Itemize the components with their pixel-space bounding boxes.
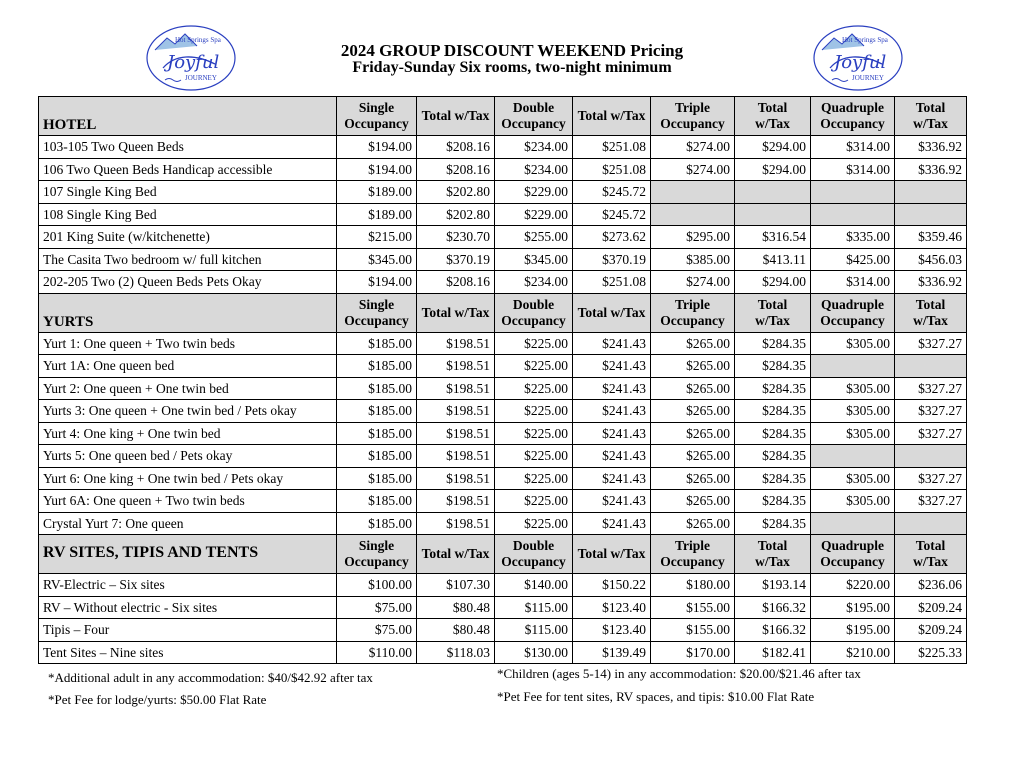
price-cell: $456.03 — [895, 248, 967, 271]
price-cell: $198.51 — [417, 332, 495, 355]
price-cell: $265.00 — [651, 490, 735, 513]
price-cell-unavailable — [651, 181, 735, 204]
price-cell: $185.00 — [337, 467, 417, 490]
price-cell: $123.40 — [573, 619, 651, 642]
price-cell: $118.03 — [417, 641, 495, 664]
column-header: Total w/Tax — [895, 293, 967, 332]
column-header: Double Occupancy — [495, 97, 573, 136]
price-cell-unavailable — [895, 512, 967, 535]
price-cell: $305.00 — [811, 400, 895, 423]
price-cell: $208.16 — [417, 136, 495, 159]
price-cell-unavailable — [811, 512, 895, 535]
price-cell: $284.35 — [735, 400, 811, 423]
price-cell: $265.00 — [651, 512, 735, 535]
column-header: Total w/Tax — [417, 97, 495, 136]
price-cell: $185.00 — [337, 512, 417, 535]
section-title: YURTS — [39, 293, 337, 332]
price-cell: $80.48 — [417, 619, 495, 642]
price-cell: $284.35 — [735, 377, 811, 400]
table-row — [39, 512, 967, 535]
price-cell: $150.22 — [573, 574, 651, 597]
column-header: Total w/Tax — [735, 97, 811, 136]
price-cell: $230.70 — [417, 226, 495, 249]
section-title: RV SITES, TIPIS AND TENTS — [39, 535, 337, 574]
price-cell: $241.43 — [573, 467, 651, 490]
price-cell: $123.40 — [573, 596, 651, 619]
column-header: Triple Occupancy — [651, 293, 735, 332]
price-cell: $185.00 — [337, 332, 417, 355]
price-cell-unavailable — [895, 203, 967, 226]
price-cell: $251.08 — [573, 136, 651, 159]
price-cell: $202.80 — [417, 203, 495, 226]
accommodation-name: Yurt 6A: One queen + Two twin beds — [39, 490, 337, 513]
accommodation-name: 106 Two Queen Beds Handicap accessible — [39, 158, 337, 181]
price-cell-unavailable — [811, 203, 895, 226]
accommodation-name: Tipis – Four — [39, 619, 337, 642]
column-header: Total w/Tax — [573, 293, 651, 332]
price-cell: $236.06 — [895, 574, 967, 597]
table-row — [39, 445, 967, 468]
price-cell: $75.00 — [337, 619, 417, 642]
price-cell: $265.00 — [651, 377, 735, 400]
price-cell: $194.00 — [337, 271, 417, 294]
section-header-row — [39, 97, 967, 136]
logo-bottom-text: JOURNEY — [185, 74, 217, 82]
column-header: Total w/Tax — [573, 97, 651, 136]
price-cell: $115.00 — [495, 596, 573, 619]
price-cell: $327.27 — [895, 467, 967, 490]
price-cell: $225.00 — [495, 422, 573, 445]
price-cell-unavailable — [735, 181, 811, 204]
price-cell: $359.46 — [895, 226, 967, 249]
price-cell: $314.00 — [811, 136, 895, 159]
price-cell: $225.33 — [895, 641, 967, 664]
price-cell: $274.00 — [651, 136, 735, 159]
table-row — [39, 332, 967, 355]
price-cell: $195.00 — [811, 596, 895, 619]
table-row — [39, 355, 967, 378]
price-cell: $185.00 — [337, 400, 417, 423]
column-header: Total w/Tax — [895, 535, 967, 574]
price-cell: $284.35 — [735, 467, 811, 490]
price-cell: $413.11 — [735, 248, 811, 271]
price-cell: $265.00 — [651, 400, 735, 423]
accommodation-name: 202-205 Two (2) Queen Beds Pets Okay — [39, 271, 337, 294]
price-cell: $305.00 — [811, 422, 895, 445]
price-cell: $229.00 — [495, 181, 573, 204]
price-cell: $185.00 — [337, 377, 417, 400]
price-cell: $180.00 — [651, 574, 735, 597]
note-children: *Children (ages 5-14) in any accommodation: $20.00/$21.46 after tax — [497, 666, 861, 681]
table-row — [39, 226, 967, 249]
price-cell: $189.00 — [337, 203, 417, 226]
column-header: Triple Occupancy — [651, 97, 735, 136]
price-cell: $274.00 — [651, 271, 735, 294]
accommodation-name: Tent Sites – Nine sites — [39, 641, 337, 664]
price-cell: $284.35 — [735, 355, 811, 378]
price-cell: $327.27 — [895, 400, 967, 423]
accommodation-name: 201 King Suite (w/kitchenette) — [39, 226, 337, 249]
price-cell: $314.00 — [811, 158, 895, 181]
price-cell: $241.43 — [573, 512, 651, 535]
price-cell: $185.00 — [337, 490, 417, 513]
price-cell: $166.32 — [735, 596, 811, 619]
price-cell: $225.00 — [495, 332, 573, 355]
price-cell: $225.00 — [495, 377, 573, 400]
price-cell: $208.16 — [417, 158, 495, 181]
table-row — [39, 422, 967, 445]
price-cell: $170.00 — [651, 641, 735, 664]
column-header: Total w/Tax — [735, 293, 811, 332]
price-cell: $185.00 — [337, 445, 417, 468]
table-row — [39, 641, 967, 664]
table-row — [39, 574, 967, 597]
price-cell: $198.51 — [417, 355, 495, 378]
table-row — [39, 181, 967, 204]
price-cell: $251.08 — [573, 271, 651, 294]
table-row — [39, 248, 967, 271]
price-cell: $225.00 — [495, 512, 573, 535]
column-header: Triple Occupancy — [651, 535, 735, 574]
price-cell: $225.00 — [495, 467, 573, 490]
price-cell: $130.00 — [495, 641, 573, 664]
price-cell: $265.00 — [651, 422, 735, 445]
price-cell: $182.41 — [735, 641, 811, 664]
accommodation-name: The Casita Two bedroom w/ full kitchen — [39, 248, 337, 271]
logo-top-text: Hot Springs Spa — [175, 36, 221, 44]
accommodation-name: RV – Without electric - Six sites — [39, 596, 337, 619]
price-cell: $234.00 — [495, 271, 573, 294]
price-cell: $209.24 — [895, 619, 967, 642]
price-cell: $115.00 — [495, 619, 573, 642]
price-cell: $327.27 — [895, 377, 967, 400]
price-cell: $100.00 — [337, 574, 417, 597]
column-header: Double Occupancy — [495, 293, 573, 332]
column-header: Total w/Tax — [573, 535, 651, 574]
column-header: Single Occupancy — [337, 97, 417, 136]
price-cell: $194.00 — [337, 136, 417, 159]
price-cell: $80.48 — [417, 596, 495, 619]
price-cell: $295.00 — [651, 226, 735, 249]
price-cell: $336.92 — [895, 136, 967, 159]
note-pet-fee-tents: *Pet Fee for tent sites, RV spaces, and tipis: $10.00 Flat Rate — [497, 689, 815, 704]
title-line-2: Friday-Sunday Six rooms, two-night minimum — [352, 59, 672, 76]
price-cell: $345.00 — [495, 248, 573, 271]
price-cell: $215.00 — [337, 226, 417, 249]
table-row — [39, 158, 967, 181]
price-cell: $234.00 — [495, 158, 573, 181]
logo-script-text: Joyful — [167, 52, 220, 73]
price-cell: $139.49 — [573, 641, 651, 664]
price-cell: $202.80 — [417, 181, 495, 204]
column-header: Quadruple Occupancy — [811, 293, 895, 332]
price-cell: $265.00 — [651, 332, 735, 355]
logo-script-text: Joyful — [834, 52, 887, 73]
accommodation-name: Crystal Yurt 7: One queen — [39, 512, 337, 535]
accommodation-name: RV-Electric – Six sites — [39, 574, 337, 597]
table-row — [39, 467, 967, 490]
price-cell: $241.43 — [573, 400, 651, 423]
price-cell-unavailable — [735, 203, 811, 226]
price-cell: $198.51 — [417, 490, 495, 513]
price-cell: $198.51 — [417, 422, 495, 445]
price-cell: $185.00 — [337, 422, 417, 445]
price-cell: $241.43 — [573, 490, 651, 513]
column-header: Double Occupancy — [495, 535, 573, 574]
price-cell: $209.24 — [895, 596, 967, 619]
price-cell: $193.14 — [735, 574, 811, 597]
price-cell: $166.32 — [735, 619, 811, 642]
price-cell: $110.00 — [337, 641, 417, 664]
accommodation-name: 108 Single King Bed — [39, 203, 337, 226]
column-header: Total w/Tax — [735, 535, 811, 574]
table-row — [39, 377, 967, 400]
price-cell: $241.43 — [573, 422, 651, 445]
price-cell: $345.00 — [337, 248, 417, 271]
price-cell: $194.00 — [337, 158, 417, 181]
table-row — [39, 136, 967, 159]
price-cell: $274.00 — [651, 158, 735, 181]
price-cell: $210.00 — [811, 641, 895, 664]
price-cell: $284.35 — [735, 490, 811, 513]
price-cell-unavailable — [651, 203, 735, 226]
price-cell: $284.35 — [735, 332, 811, 355]
price-cell: $336.92 — [895, 158, 967, 181]
table-row — [39, 596, 967, 619]
price-cell: $198.51 — [417, 377, 495, 400]
price-cell: $294.00 — [735, 158, 811, 181]
price-cell: $241.43 — [573, 445, 651, 468]
table-row — [39, 490, 967, 513]
price-cell: $198.51 — [417, 400, 495, 423]
price-cell: $251.08 — [573, 158, 651, 181]
price-cell: $305.00 — [811, 332, 895, 355]
price-cell: $195.00 — [811, 619, 895, 642]
section-title: HOTEL — [39, 97, 337, 136]
price-cell-unavailable — [811, 181, 895, 204]
price-cell: $185.00 — [337, 355, 417, 378]
title-line-1: 2024 GROUP DISCOUNT WEEKEND Pricing — [340, 41, 684, 60]
price-cell: $284.35 — [735, 445, 811, 468]
price-cell: $284.35 — [735, 422, 811, 445]
column-header: Single Occupancy — [337, 293, 417, 332]
price-cell: $265.00 — [651, 445, 735, 468]
price-cell: $370.19 — [417, 248, 495, 271]
column-header: Quadruple Occupancy — [811, 535, 895, 574]
accommodation-name: Yurts 3: One queen + One twin bed / Pets okay — [39, 400, 337, 423]
accommodation-name: Yurt 4: One king + One twin bed — [39, 422, 337, 445]
price-cell-unavailable — [895, 355, 967, 378]
price-cell: $198.51 — [417, 467, 495, 490]
price-cell-unavailable — [811, 445, 895, 468]
table-row — [39, 203, 967, 226]
column-header: Single Occupancy — [337, 535, 417, 574]
pricing-table-body — [39, 97, 967, 664]
logo-bottom-text: JOURNEY — [852, 74, 884, 82]
price-cell: $225.00 — [495, 400, 573, 423]
price-cell: $294.00 — [735, 271, 811, 294]
price-cell: $316.54 — [735, 226, 811, 249]
price-cell: $294.00 — [735, 136, 811, 159]
accommodation-name: Yurt 6: One king + One twin bed / Pets okay — [39, 467, 337, 490]
price-cell: $241.43 — [573, 332, 651, 355]
price-cell: $245.72 — [573, 203, 651, 226]
accommodation-name: Yurt 2: One queen + One twin bed — [39, 377, 337, 400]
section-header-row — [39, 293, 967, 332]
price-cell: $284.35 — [735, 512, 811, 535]
price-cell: $336.92 — [895, 271, 967, 294]
price-cell: $273.62 — [573, 226, 651, 249]
price-cell: $327.27 — [895, 490, 967, 513]
price-cell: $208.16 — [417, 271, 495, 294]
price-cell: $155.00 — [651, 596, 735, 619]
price-cell: $241.43 — [573, 355, 651, 378]
price-cell: $245.72 — [573, 181, 651, 204]
price-cell: $140.00 — [495, 574, 573, 597]
note-pet-fee-lodge: *Pet Fee for lodge/yurts: $50.00 Flat Rate — [48, 692, 267, 707]
price-cell-unavailable — [895, 181, 967, 204]
price-cell: $305.00 — [811, 377, 895, 400]
column-header: Quadruple Occupancy — [811, 97, 895, 136]
accommodation-name: Yurt 1: One queen + Two twin beds — [39, 332, 337, 355]
table-row — [39, 400, 967, 423]
column-header: Total w/Tax — [895, 97, 967, 136]
table-row — [39, 619, 967, 642]
column-header: Total w/Tax — [417, 293, 495, 332]
price-cell: $198.51 — [417, 445, 495, 468]
price-cell: $75.00 — [337, 596, 417, 619]
price-cell: $189.00 — [337, 181, 417, 204]
price-cell-unavailable — [895, 445, 967, 468]
logo-top-text: Hot Springs Spa — [842, 36, 888, 44]
accommodation-name: Yurts 5: One queen bed / Pets okay — [39, 445, 337, 468]
price-cell: $225.00 — [495, 445, 573, 468]
page-title — [0, 42, 1024, 76]
price-cell: $314.00 — [811, 271, 895, 294]
accommodation-name: 107 Single King Bed — [39, 181, 337, 204]
price-cell: $327.27 — [895, 332, 967, 355]
price-cell: $220.00 — [811, 574, 895, 597]
note-additional-adult: *Additional adult in any accommodation: $40/$42.92 after tax — [48, 670, 373, 685]
column-header: Total w/Tax — [417, 535, 495, 574]
price-cell: $255.00 — [495, 226, 573, 249]
price-cell: $155.00 — [651, 619, 735, 642]
price-cell: $241.43 — [573, 377, 651, 400]
price-cell: $225.00 — [495, 490, 573, 513]
price-cell: $265.00 — [651, 355, 735, 378]
price-cell: $305.00 — [811, 490, 895, 513]
pricing-table — [38, 96, 967, 664]
price-cell: $370.19 — [573, 248, 651, 271]
price-cell: $198.51 — [417, 512, 495, 535]
accommodation-name: 103-105 Two Queen Beds — [39, 136, 337, 159]
price-cell: $327.27 — [895, 422, 967, 445]
price-cell: $305.00 — [811, 467, 895, 490]
price-cell: $335.00 — [811, 226, 895, 249]
price-cell: $265.00 — [651, 467, 735, 490]
price-cell: $107.30 — [417, 574, 495, 597]
price-cell: $234.00 — [495, 136, 573, 159]
price-cell: $225.00 — [495, 355, 573, 378]
price-cell-unavailable — [811, 355, 895, 378]
price-cell: $229.00 — [495, 203, 573, 226]
table-row — [39, 271, 967, 294]
section-header-row — [39, 535, 967, 574]
price-cell: $385.00 — [651, 248, 735, 271]
accommodation-name: Yurt 1A: One queen bed — [39, 355, 337, 378]
price-cell: $425.00 — [811, 248, 895, 271]
